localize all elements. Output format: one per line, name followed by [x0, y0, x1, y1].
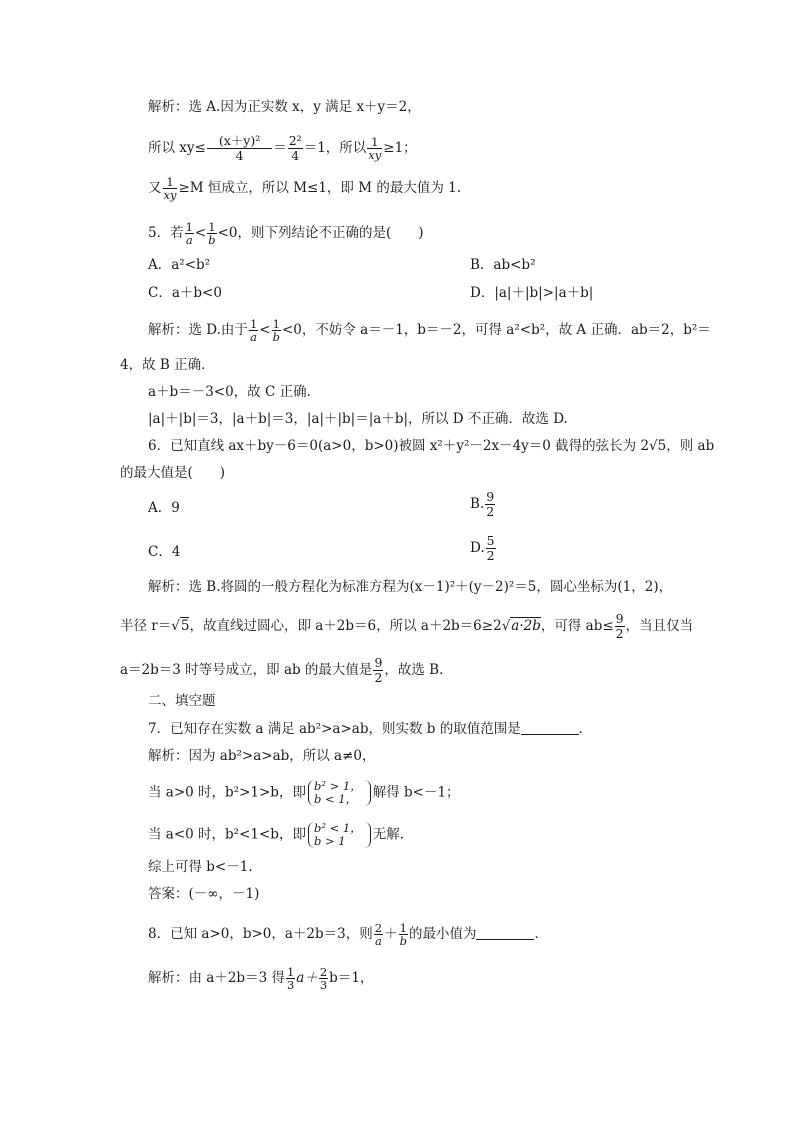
q5-option-a: A．a²<b²: [148, 257, 211, 273]
q7-solution-line4: 综上可得 b<－1.: [148, 859, 253, 875]
fraction: $\frac{\text{(x＋y)²}}{4}$: [207, 134, 272, 163]
sol4-line3: 又 $\frac{1}{xy}$ ≥M 恒成立，所以 M≤1，即 M 的最大值为 1.: [148, 175, 462, 202]
fraction: $\frac{1}{3}$: [286, 965, 295, 992]
q7-solution-line1: 解析：因为 ab²>a>ab，所以 a≠0，: [148, 748, 376, 764]
q5-option-b: B．ab<b²: [470, 257, 536, 273]
sol4-line2-a: 所以 xy≤: [148, 140, 206, 156]
fraction: $\frac{1}{xy}$: [368, 135, 382, 162]
fraction: $\frac{1}{a}$: [249, 317, 258, 344]
fraction: $\frac{1}{a}$: [185, 220, 193, 247]
q5-option-c: C．a＋b<0: [148, 285, 222, 301]
q5-solution-line3: a＋b＝－3<0，故 C 正确．: [148, 384, 321, 400]
fraction: $\frac{1}{b}$: [399, 921, 407, 948]
q7-solution-line2: 当 a>0 时，b²>1>b，即 b² > 1， b < 1， 解得 b<－1；: [148, 779, 460, 806]
answer-blank: [476, 927, 534, 940]
fraction: $\frac{\text{2²}}{4}$: [288, 133, 302, 163]
sol4-line2: 所以 xy≤ $\frac{\text{(x＋y)²}}{4}$ ＝ $\frac{\text{2²}}{4}$ ＝1，所以 $\frac{1}{xy}$ ≥1；: [148, 133, 417, 163]
fraction: $\frac{9}{2}$: [374, 655, 383, 685]
q7-solution-line3: 当 a<0 时，b²<1<b，即 b² < 1， b > 1 无解．: [148, 821, 414, 848]
q6-solution-line2: 半径 r＝√5，故直线过圆心，即 a＋2b＝6，所以 a＋2b＝6≥2√a·2b，可得 ab≤ $\frac{9}{2}$ ，当且仅当: [120, 611, 694, 641]
section-heading: 二、填空题: [148, 693, 216, 709]
fraction: $\frac{1}{b}$: [208, 220, 216, 247]
q7-answer: 答案：(－∞，－1): [148, 886, 260, 902]
q6-stem-line2: 的最大值是( ): [120, 465, 226, 481]
fraction: $\frac{5}{2}$: [486, 533, 495, 563]
fraction: $\frac{9}{2}$: [615, 611, 624, 641]
q5-solution-line2: 4，故 B 正确．: [120, 357, 215, 373]
q6-solution-line3: a＝2b＝3 时等号成立，即 ab 的最大值是 $\frac{9}{2}$ ，故选 B.: [120, 655, 444, 685]
q6-solution-line1: 解析：选 B.将圆的一般方程化为标准方程为(x－1)²＋(y－2)²＝5，圆心坐标为(1，2)，: [148, 579, 673, 595]
answer-blank: [521, 722, 579, 735]
q6-option-a: A．9: [148, 500, 180, 516]
q6-option-d: D. $\frac{5}{2}$: [470, 533, 495, 563]
q5-solution-line1: 解析：选 D.由于 $\frac{1}{a}$ < $\frac{1}{b}$ <0，不妨令 a＝－1，b＝－2，可得 a²<b²，故 A 正确．ab＝2，b²＝: [148, 317, 711, 344]
fraction: $\frac{9}{2}$: [486, 489, 495, 519]
fraction: $\frac{2}{a}$: [374, 921, 383, 948]
sol4-line1: 解析：选 A.因为正实数 x，y 满足 x＋y＝2，: [148, 99, 421, 115]
fraction: $\frac{1}{b}$: [272, 317, 280, 344]
equation-system: b² > 1， b < 1，: [308, 780, 371, 806]
q8-solution: 解析：由 a＋2b＝3 得 $\frac{1}{3}$ a＋ $\frac{2}{3}$ b＝1，: [148, 965, 374, 992]
q5-option-d: D．|a|＋|b|>|a＋b|: [470, 285, 594, 301]
q6-option-b: B. $\frac{9}{2}$: [470, 489, 495, 519]
q5-stem: 5．若 $\frac{1}{a}$ < $\frac{1}{b}$ <0，则下列结论不正确的是( ): [148, 220, 424, 247]
equation-system: b² < 1， b > 1: [308, 822, 371, 848]
fraction: $\frac{1}{xy}$: [163, 175, 177, 202]
q6-option-c: C．4: [148, 544, 181, 560]
q6-stem-line1: 6．已知直线 ax＋by－6＝0(a>0，b>0)被圆 x²＋y²－2x－4y＝0 截得的弦长为 2√5，则 ab: [148, 438, 715, 454]
q5-solution-line4: |a|＋|b|＝3，|a＋b|＝3，|a|＋|b|＝|a＋b|，所以 D 不正确．故选 D.: [148, 411, 568, 427]
fraction: $\frac{2}{3}$: [319, 965, 328, 992]
q8-stem: 8．已知 a>0，b>0，a＋2b＝3，则 $\frac{2}{a}$ ＋ $\frac{1}{b}$ 的最小值为 ．: [148, 921, 548, 948]
q7-stem: 7．已知存在实数 a 满足 ab²>a>ab，则实数 b 的取值范围是 ．: [148, 721, 593, 737]
